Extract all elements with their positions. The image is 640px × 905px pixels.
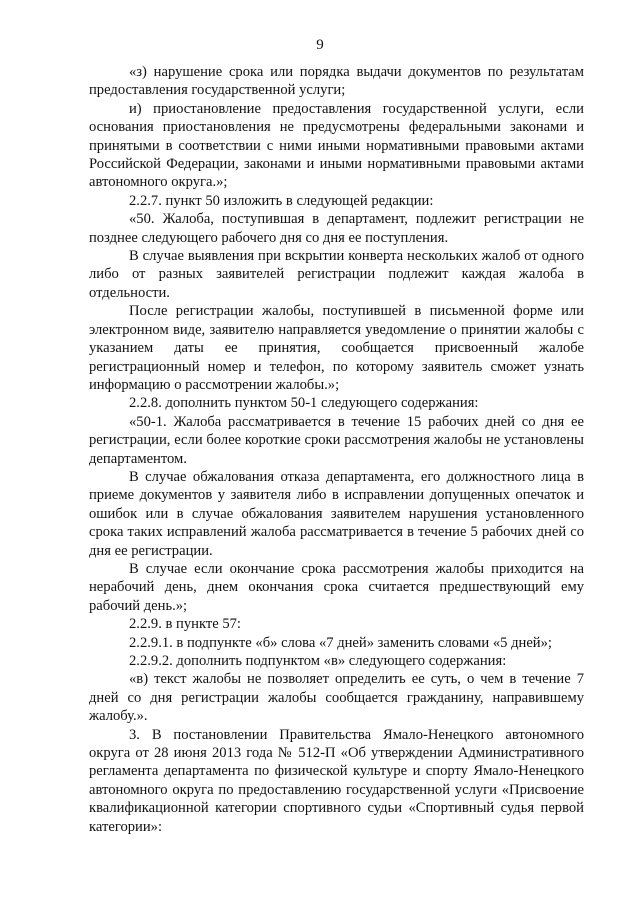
- page-number: 9: [316, 37, 324, 53]
- paragraph-item-z: «з) нарушение срока или порядка выдачи документов по результатам предоставления государственной услуги;: [89, 64, 584, 99]
- paragraph-2-2-9-1: 2.2.9.1. в подпункте «б» слова «7 дней» заменить словами «5 дней»;: [129, 634, 552, 651]
- paragraph-subitem-v: «в) текст жалобы не позволяет определить ее суть, о чем в течение 7 дней со дня регистрации жалобы сообщается гражданину, направившему жалобу.».: [89, 671, 584, 725]
- document-body: [89, 63, 584, 836]
- paragraph-50-1-nonworking-day: В случае если окончание срока рассмотрения жалобы приходится на нерабочий день, днем окончания срока считается предшествующий ему рабочий день.»;: [89, 560, 584, 614]
- paragraph-50-envelope: В случае выявления при вскрытии конверта нескольких жалоб от одного либо от разных заявителей регистрации подлежит каждая жалоба в отдельности.: [89, 248, 584, 301]
- paragraph-50-1: «50-1. Жалоба рассматривается в течение 15 рабочих дней со дня ее регистрации, если более короткие сроки рассмотрения жалобы не установлены департаментом.: [89, 413, 584, 467]
- paragraph-50-1-appeal: В случае обжалования отказа департамента, его должностного лица в приеме документов у заявителя либо в исправлении допущенных опечаток и ошибок или в случае обжалования заявителем нарушения установленного срока таких исправлений жалоба рассматривается в течение 5 рабочих дней со дня ее регистрации.: [89, 468, 584, 559]
- paragraph-2-2-8: 2.2.8. дополнить пунктом 50-1 следующего содержания:: [129, 395, 479, 412]
- paragraph-item-i: и) приостановление предоставления государственной услуги, если основания приостановления не предусмотрены федеральными законами и принятыми в соответствии с ними иными нормативными правовыми актами Российской Федерации, законами и иными нормативными правовыми актами автономного округа.»;: [89, 100, 584, 191]
- paragraph-2-2-9: 2.2.9. в пункте 57:: [129, 616, 241, 633]
- paragraph-3: 3. В постановлении Правительства Ямало-Ненецкого автономного округа от 28 июня 2013 года № 512-П «Об утверждении Административного регламента департамента по физической культуре и спорту Ямало-Ненецкого автономного округа по предоставлению государственной услуги «Присвоение квалификационной категории спортивного судьи «Спортивный судья первой категории»:: [89, 726, 584, 835]
- paragraph-50: «50. Жалоба, поступившая в департамент, подлежит регистрации не позднее следующего рабочего дня со дня ее поступления.: [89, 211, 584, 246]
- paragraph-2-2-9-2: 2.2.9.2. дополнить подпунктом «в» следующего содержания:: [129, 653, 507, 669]
- paragraph-50-notification: После регистрации жалобы, поступившей в письменной форме или электронном виде, заявителю направляется уведомление о принятии жалобы с указанием даты ее принятия, сообщается присвоенный жалобе регистрационный номер и телефон, по которому заявитель сможет узнать информацию о рассмотрении жалобы.»;: [89, 303, 584, 393]
- paragraph-2-2-7: 2.2.7. пункт 50 изложить в следующей редакции:: [129, 192, 434, 209]
